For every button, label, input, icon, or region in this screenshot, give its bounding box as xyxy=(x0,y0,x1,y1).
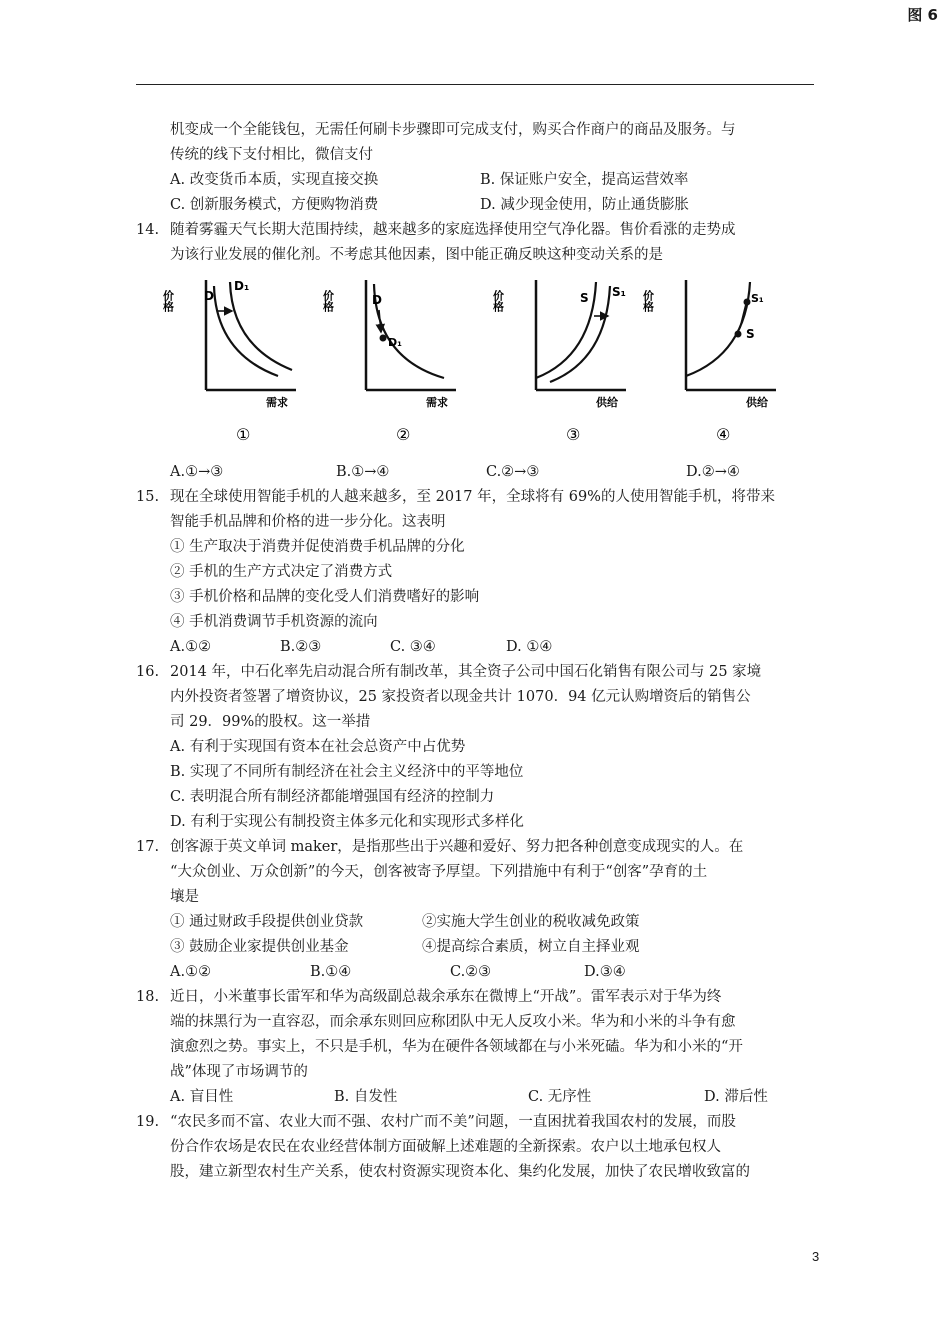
q15-option-a[interactable]: A.①② xyxy=(170,639,212,655)
chart-1-curve-d1 xyxy=(230,282,292,370)
q16-text-line: 司 29．99%的股权。这一举措 xyxy=(170,714,371,730)
q15-item: ② 手机的生产方式决定了消费方式 xyxy=(170,564,393,580)
q15-item: ③ 手机价格和品牌的变化受人们消费嗜好的影响 xyxy=(170,589,480,605)
q16-option-d[interactable]: D. 有利于实现公有制投资主体多元化和实现形式多样化 xyxy=(170,814,524,830)
q15-item: ④ 手机消费调节手机资源的流向 xyxy=(170,614,378,630)
chart-2 xyxy=(321,268,466,458)
chart-4-point-s1 xyxy=(744,299,751,306)
chart-4 xyxy=(641,268,786,458)
q18-text-line: 端的抹黑行为一直容忍，而余承东则回应称团队中无人反攻小米。华为和小米的斗争有愈 xyxy=(170,1014,736,1030)
q15-text-line: 智能手机品牌和价格的进一步分化。这表明 xyxy=(170,514,446,530)
q15-item: ① 生产取决于消费并促使消费手机品牌的分化 xyxy=(170,539,465,555)
chart-4-curve xyxy=(686,282,750,376)
figure-label: 图 6 xyxy=(907,6,938,24)
q17-options-row xyxy=(136,960,816,985)
chart-4-label-s: S xyxy=(746,327,755,341)
q17-text: 创客源于英文单词 maker，是指那些出于兴趣和爱好、努力把各种创意变成现实的人。在 xyxy=(170,839,744,855)
q19-text-line: 份合作农场是农民在农业经营体制方面破解上述难题的全新探索。农户以土地承包权人 xyxy=(170,1139,721,1155)
q15-stem xyxy=(136,485,816,510)
q14-charts xyxy=(161,268,816,460)
q18-number: 18. xyxy=(136,989,160,1005)
q14-option-a[interactable]: A.①→③ xyxy=(170,464,224,480)
q13-option-a[interactable]: A. 改变货币本质，实现直接交换 xyxy=(170,172,379,188)
q16-number: 16. xyxy=(136,664,160,680)
q14-option-d[interactable]: D.②→④ xyxy=(686,464,740,480)
q18-stem xyxy=(136,985,816,1010)
chart-4-y-label: 价格 xyxy=(641,290,655,312)
chart-2-curve xyxy=(374,284,444,378)
chart-2-label-d1: D₁ xyxy=(388,336,402,349)
chart-1-number: ① xyxy=(236,425,251,444)
q17-text-line: “大众创业、万众创新”的今天，创客被寄予厚望。下列措施中有利于“创客”孕育的土 xyxy=(170,864,708,880)
q17-text-line: 壤是 xyxy=(170,889,199,905)
q18-text-line: 演愈烈之势。事实上，不只是手机，华为在硬件各领域都在与小米死磕。华为和小米的“开 xyxy=(170,1039,743,1055)
q13-option-c[interactable]: C. 创新服务模式，方便购物消费 xyxy=(170,197,379,213)
q15-options-row xyxy=(136,635,816,660)
chart-3-y-label: 价格 xyxy=(491,290,505,312)
q19-number: 19. xyxy=(136,1114,160,1130)
q18-text-line: 战”体现了市场调节的 xyxy=(170,1064,308,1080)
q15-number: 15. xyxy=(136,489,160,505)
q17-stem xyxy=(136,835,816,860)
q16-stem xyxy=(136,660,816,685)
chart-2-label-d: D xyxy=(372,293,382,307)
q13-text-line: 机变成一个全能钱包，无需任何刷卡步骤即可完成支付，购买合作商户的商品及服务。与 xyxy=(170,122,736,138)
chart-2-move-arrow xyxy=(379,310,381,332)
chart-1-x-label: 需求 xyxy=(266,396,288,409)
q13-text-line: 传统的线下支付相比，微信支付 xyxy=(170,147,373,163)
q14-option-c[interactable]: C.②→③ xyxy=(486,464,540,480)
chart-2-point-d1 xyxy=(380,335,387,342)
q17-item-1: ① 通过财政手段提供创业贷款 xyxy=(170,914,364,930)
chart-3-number: ③ xyxy=(566,425,581,444)
q15-option-d[interactable]: D. ①④ xyxy=(506,639,553,655)
q18-option-d[interactable]: D. 滞后性 xyxy=(704,1089,768,1105)
q15-option-c[interactable]: C. ③④ xyxy=(390,639,436,655)
q16-option-b[interactable]: B. 实现了不同所有制经济在社会主义经济中的平等地位 xyxy=(170,764,524,780)
q13-options-row xyxy=(136,168,816,193)
q17-item-4: ④提高综合素质，树立自主择业观 xyxy=(422,939,640,955)
q14-number: 14. xyxy=(136,222,160,238)
chart-4-point-s xyxy=(735,331,742,338)
q16-option-c[interactable]: C. 表明混合所有制经济都能增强国有经济的控制力 xyxy=(170,789,495,805)
q13-option-d[interactable]: D. 减少现金使用，防止通货膨胀 xyxy=(480,197,689,213)
q14-stem xyxy=(136,218,816,243)
chart-3-label-s: S xyxy=(580,291,589,305)
q15-text: 现在全球使用智能手机的人越来越多，至 2017 年，全球将有 69%的人使用智能手机，将带来 xyxy=(170,489,775,505)
q16-option-a[interactable]: A. 有利于实现国有资本在社会总资产中占优势 xyxy=(170,739,466,755)
chart-3 xyxy=(491,268,636,458)
chart-1-curve-d xyxy=(214,286,278,376)
q16-text: 2014 年，中石化率先启动混合所有制改革，其全资子公司中国石化销售有限公司与 25 家境 xyxy=(170,664,762,680)
chart-1-label-d1: D₁ xyxy=(234,279,250,293)
page-number: 3 xyxy=(812,1249,820,1264)
chart-1-label-d: D xyxy=(204,289,214,303)
q17-item-3: ③ 鼓励企业家提供创业基金 xyxy=(170,939,349,955)
q19-stem xyxy=(136,1110,816,1135)
chart-4-label-s1: S₁ xyxy=(751,292,764,305)
chart-1-y-label: 价格 xyxy=(161,290,175,312)
chart-2-y-label: 价格 xyxy=(321,290,335,312)
q16-text-line: 内外投资者签署了增资协议，25 家投资者以现金共计 1070．94 亿元认购增资后的销售公 xyxy=(170,689,751,705)
q13-option-b[interactable]: B. 保证账户安全，提高运营效率 xyxy=(480,172,689,188)
q18-option-c[interactable]: C. 无序性 xyxy=(528,1089,592,1105)
chart-4-number: ④ xyxy=(716,425,731,444)
exam-page xyxy=(136,118,816,1185)
q14-option-b[interactable]: B.①→④ xyxy=(336,464,390,480)
q18-option-a[interactable]: A. 盲目性 xyxy=(170,1089,234,1105)
q14-text: 随着雾霾天气长期大范围持续，越来越多的家庭选择使用空气净化器。售价看涨的走势成 xyxy=(170,222,736,238)
q19-text-line: 股，建立新型农村生产关系，使农村资源实现资本化、集约化发展，加快了农民增收致富的 xyxy=(170,1164,750,1180)
q17-items-row xyxy=(136,935,816,960)
q17-items-row xyxy=(136,910,816,935)
q14-text-line: 为该行业发展的催化剂。不考虑其他因素，图中能正确反映这种变动关系的是 xyxy=(170,247,663,263)
q18-options-row xyxy=(136,1085,816,1110)
q17-option-c[interactable]: C.②③ xyxy=(450,964,492,980)
chart-2-x-label: 需求 xyxy=(426,396,448,409)
q17-option-b[interactable]: B.①④ xyxy=(310,964,352,980)
chart-3-x-label: 供给 xyxy=(596,396,618,409)
q14-options-row xyxy=(136,460,816,485)
q15-option-b[interactable]: B.②③ xyxy=(280,639,322,655)
q17-number: 17. xyxy=(136,839,160,855)
chart-3-label-s1: S₁ xyxy=(612,285,626,299)
chart-2-number: ② xyxy=(396,425,411,444)
q19-text: “农民多而不富、农业大而不强、农村广而不美”问题，一直困扰着我国农村的发展，而股 xyxy=(170,1114,736,1130)
chart-1 xyxy=(161,268,306,458)
q17-item-2: ②实施大学生创业的税收减免政策 xyxy=(422,914,640,930)
header-rule xyxy=(136,84,814,85)
q18-option-b[interactable]: B. 自发性 xyxy=(334,1089,398,1105)
q17-option-d[interactable]: D.③④ xyxy=(584,964,626,980)
q17-option-a[interactable]: A.①② xyxy=(170,964,212,980)
chart-4-x-label: 供给 xyxy=(746,396,768,409)
q18-text: 近日，小米董事长雷军和华为高级副总裁余承东在微博上“开战”。雷军表示对于华为终 xyxy=(170,989,722,1005)
q13-options-row xyxy=(136,193,816,218)
